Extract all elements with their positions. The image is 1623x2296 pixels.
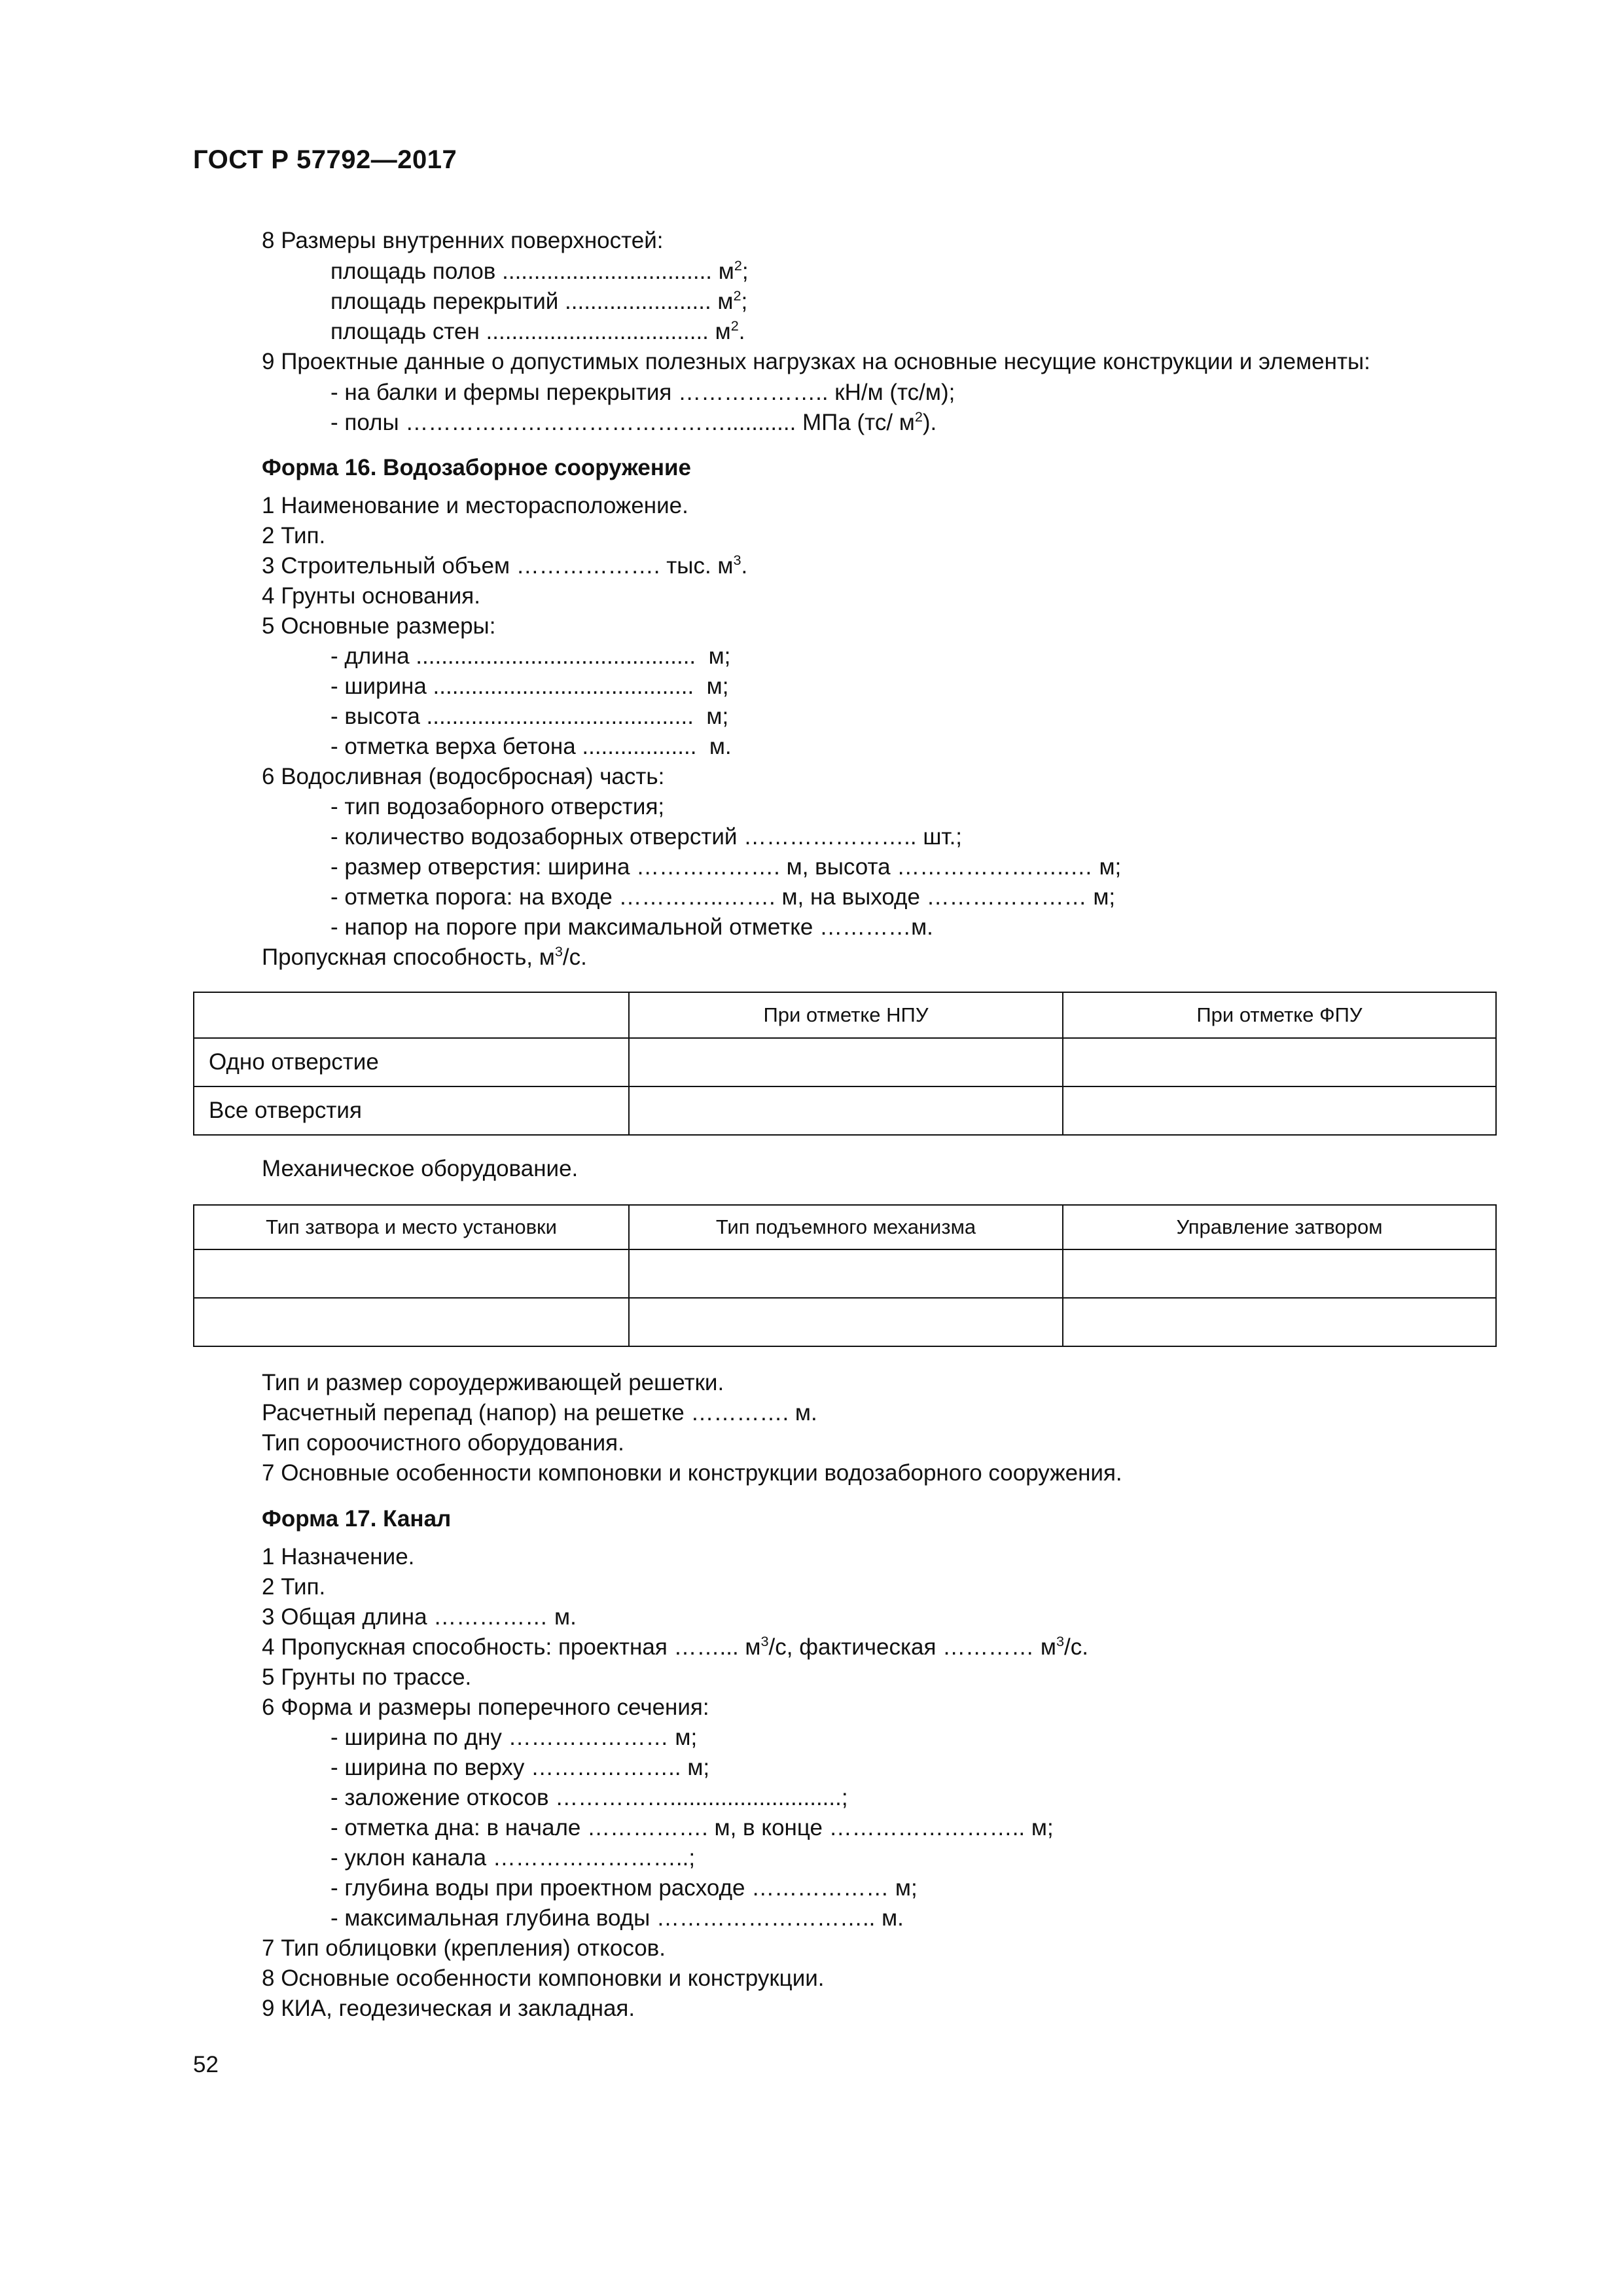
form17-item6-title: 6 Форма и размеры поперечного сечения:: [262, 1695, 709, 1720]
form16-item1: 1 Наименование и месторасположение.: [262, 493, 688, 518]
form16-item2: 2 Тип.: [262, 523, 326, 548]
gradient-line: - уклон канала ……………………..;: [330, 1845, 696, 1871]
form17-item8: 8 Основные особенности компоновки и конструкции.: [262, 1965, 825, 1991]
form16-item5-title: 5 Основные размеры:: [262, 613, 496, 639]
table-header-cell: Управление затвором: [1063, 1205, 1496, 1249]
head-line: - напор на пороге при максимальной отметке …………м.: [330, 914, 933, 940]
table-row: [194, 1298, 1496, 1346]
mech-title: Механическое оборудование.: [262, 1156, 579, 1181]
intake-type-line: - тип водозаборного отверстия;: [330, 794, 665, 819]
length-line: - длина ............................................ м;: [330, 643, 731, 669]
form17-item7: 7 Тип облицовки (крепления) откосов.: [262, 1935, 666, 1961]
capacity-table: [193, 992, 1497, 1136]
form16-item3: 3 Строительный объем ………………. тыс. $м^3$.: [262, 551, 748, 579]
floors-load-line: - полы ……………………………………........... МПа (тс/ $м^2$).: [330, 408, 937, 435]
form17-item3: 3 Общая длина …………… м.: [262, 1604, 577, 1630]
table-row: [194, 1038, 1496, 1086]
bottom-mark-line: - отметка дна: в начале ……………. м, в конце …………………….. м;: [330, 1815, 1054, 1840]
grate-drop-line: Расчетный перепад (напор) на решетке …………. м.: [262, 1400, 817, 1426]
table-cell: [629, 1086, 1063, 1135]
form17-item5: 5 Грунты по трассе.: [262, 1664, 472, 1690]
item8-title: 8 Размеры внутренних поверхностей:: [262, 228, 664, 253]
table-cell: Одно отверстие: [194, 1038, 629, 1086]
max-depth-line: - максимальная глубина воды ……………………….. м.: [330, 1905, 904, 1931]
table-cell: [1063, 1086, 1496, 1135]
table-header-cell: При отметке ФПУ: [1063, 992, 1496, 1038]
table-cell: [194, 1249, 629, 1298]
intake-count-line: - количество водозаборных отверстий ………………….. шт.;: [330, 824, 963, 850]
opening-size-line: - размер отверстия: ширина ………………. м, высота …………………..… м;: [330, 854, 1122, 880]
form17-item4: 4 Пропускная способность: проектная ……... $м^3/с$, фактическая ………… $м^3/с$.: [262, 1632, 1088, 1660]
sill-mark-line: - отметка порога: на входе …………..……. м, на выходе ………………… м;: [330, 884, 1116, 910]
form17-item1: 1 Назначение.: [262, 1544, 415, 1570]
table-cell: [629, 1298, 1063, 1346]
capacity-line: Пропускная способность, $м^3/с$.: [262, 942, 587, 970]
width-line: - ширина ......................................... м;: [330, 673, 729, 699]
form16-item4: 4 Грунты основания.: [262, 583, 480, 609]
page-number: 52: [193, 2052, 219, 2077]
table-cell: Все отверстия: [194, 1086, 629, 1135]
item9-title: 9 Проектные данные о допустимых полезных нагрузках на основные несущие конструкции и элементы:: [262, 349, 1370, 374]
form17-item9: 9 КИА, геодезическая и закладная.: [262, 1996, 635, 2021]
table-cell: [194, 1298, 629, 1346]
concrete-top-line: - отметка верха бетона .................. м.: [330, 734, 732, 759]
cleaning-line: Тип сороочистного оборудования.: [262, 1430, 624, 1456]
floor-area-line: площадь полов ................................. $м^2$;: [330, 257, 749, 284]
height-line: - высота .......................................... м;: [330, 704, 729, 729]
top-width-line: - ширина по верху ……………….. м;: [330, 1755, 710, 1780]
table-row: [194, 1249, 1496, 1298]
slopes-line: - заложение откосов ……………...........................;: [330, 1785, 848, 1810]
table-cell: [1063, 1298, 1496, 1346]
table-cell: [1063, 1249, 1496, 1298]
form16-item7: 7 Основные особенности компоновки и конструкции водозаборного сооружения.: [262, 1460, 1122, 1486]
table-cell: [629, 1038, 1063, 1086]
grate-type-line: Тип и размер сороудерживающей решетки.: [262, 1370, 724, 1395]
table-header-row: [194, 992, 1496, 1038]
form17-item2: 2 Тип.: [262, 1574, 326, 1600]
wall-area-line: площадь стен ................................... $м^2$.: [330, 317, 745, 344]
table-header-row: [194, 1205, 1496, 1249]
mechanical-table: [193, 1204, 1497, 1347]
design-depth-line: - глубина воды при проектном расходе ……………… м;: [330, 1875, 918, 1901]
standard-header: ГОСТ Р 57792—2017: [193, 145, 457, 174]
table-header-cell: Тип затвора и место установки: [194, 1205, 629, 1249]
table-cell: [1063, 1038, 1496, 1086]
form16-item6-title: 6 Водосливная (водосбросная) часть:: [262, 764, 665, 789]
form16-title: Форма 16. Водозаборное сооружение: [262, 455, 691, 480]
table-header-cell: Тип подъемного механизма: [629, 1205, 1063, 1249]
beams-load-line: - на балки и фермы перекрытия ……………….. кН/м (тс/м);: [330, 380, 955, 405]
table-cell: [629, 1249, 1063, 1298]
ceiling-area-line: площадь перекрытий ....................... $м^2$;: [330, 287, 748, 314]
table-row: [194, 1086, 1496, 1135]
form17-title: Форма 17. Канал: [262, 1506, 452, 1532]
table-header-cell: [194, 992, 629, 1038]
table-header-cell: При отметке НПУ: [629, 992, 1063, 1038]
bottom-width-line: - ширина по дну ………………… м;: [330, 1725, 698, 1750]
